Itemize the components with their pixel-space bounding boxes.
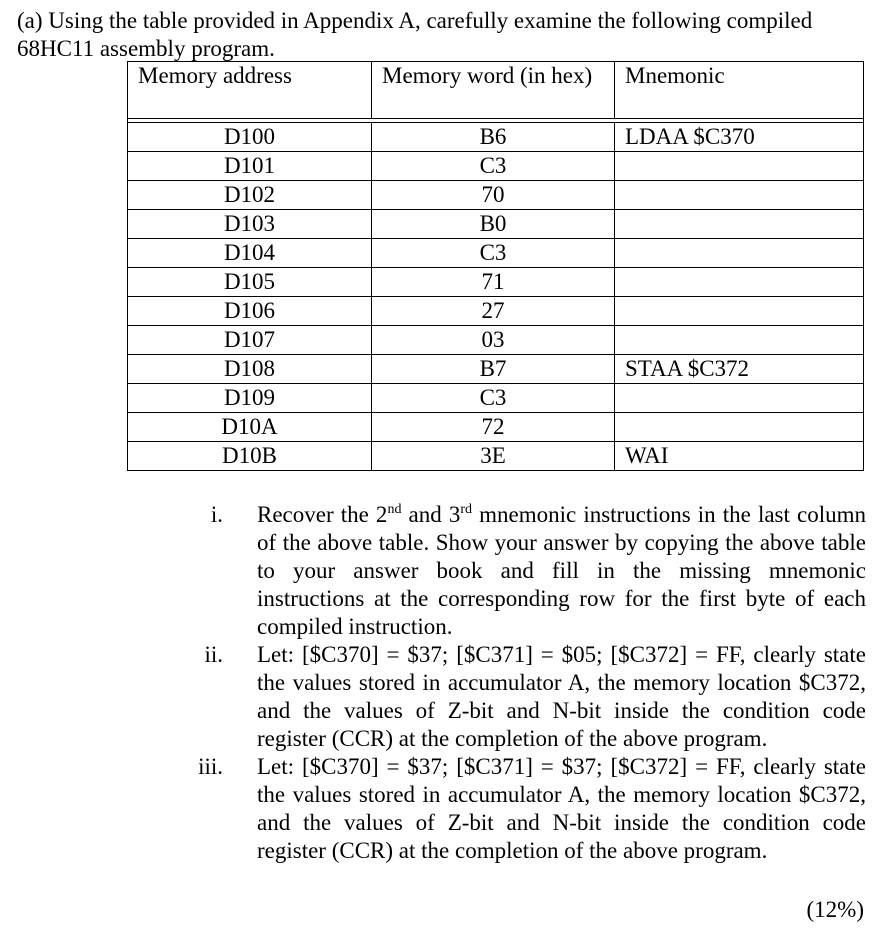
question-number: iii.	[198, 754, 223, 779]
intro-line-2: 68HC11 assembly program.	[17, 36, 275, 61]
question-item	[190, 753, 866, 865]
question-text: Let: [$C370] = $37; [$C371] = $37; [$C372] = FF, clearly state the values stored in accumulator A, the memory location $C372, and the values of Z-bit and N-bit inside the condition code register (CCR) at the completion of the above program.	[257, 754, 866, 863]
question-number: i.	[210, 502, 223, 527]
mnemonic-cell	[615, 326, 864, 355]
address-cell: D103	[128, 210, 372, 239]
address-cell: D10A	[128, 413, 372, 442]
header-mnemonic: Mnemonic	[615, 62, 864, 119]
table-row	[128, 413, 864, 442]
table-row	[128, 326, 864, 355]
question-item	[190, 641, 866, 753]
mnemonic-cell	[615, 152, 864, 181]
table-row	[128, 152, 864, 181]
address-cell: D107	[128, 326, 372, 355]
word-cell: 70	[372, 181, 615, 210]
table-row	[128, 297, 864, 326]
table-row	[128, 442, 864, 471]
marks-label: (12%)	[806, 897, 864, 922]
question-text: Let: [$C370] = $37; [$C371] = $05; [$C372] = FF, clearly state the values stored in accumulator A, the memory location $C372, and the values of Z-bit and N-bit inside the condition code register (CCR) at the completion of the above program.	[257, 642, 866, 751]
table-row	[128, 384, 864, 413]
address-cell: D102	[128, 181, 372, 210]
word-cell: 27	[372, 297, 615, 326]
address-cell: D101	[128, 152, 372, 181]
address-cell: D100	[128, 123, 372, 152]
word-cell: C3	[372, 239, 615, 268]
question-item	[190, 501, 866, 641]
word-cell: B0	[372, 210, 615, 239]
address-cell: D104	[128, 239, 372, 268]
word-cell: 3E	[372, 442, 615, 471]
mnemonic-cell	[615, 384, 864, 413]
mnemonic-cell	[615, 181, 864, 210]
address-cell: D108	[128, 355, 372, 384]
mnemonic-cell: STAA $C372	[615, 355, 864, 384]
table-row	[128, 239, 864, 268]
address-cell: D109	[128, 384, 372, 413]
question-number: ii.	[204, 642, 223, 667]
question-list	[190, 501, 866, 865]
address-cell: D106	[128, 297, 372, 326]
table-row	[128, 210, 864, 239]
mnemonic-cell	[615, 413, 864, 442]
program-table	[127, 61, 864, 471]
header-memory-word: Memory word (in hex)	[372, 62, 615, 119]
header-memory-address: Memory address	[128, 62, 372, 119]
table-row	[128, 355, 864, 384]
word-cell: C3	[372, 384, 615, 413]
mnemonic-cell	[615, 210, 864, 239]
word-cell: B6	[372, 123, 615, 152]
question-intro	[17, 7, 877, 63]
table-row	[128, 181, 864, 210]
address-cell: D10B	[128, 442, 372, 471]
mnemonic-cell: WAI	[615, 442, 864, 471]
word-cell: 71	[372, 268, 615, 297]
word-cell: C3	[372, 152, 615, 181]
address-cell: D105	[128, 268, 372, 297]
intro-line-1: (a) Using the table provided in Appendix A, carefully examine the following compiled	[17, 8, 813, 33]
question-text: Recover the 2nd and 3rd mnemonic instructions in the last column of the above table. Show your answer by copying the above table to your answer book and fill in the missing mnemonic instructions at the corresponding row for the first byte of each compiled instruction.	[257, 502, 866, 639]
table-row	[128, 123, 864, 152]
mnemonic-cell	[615, 239, 864, 268]
mnemonic-cell	[615, 268, 864, 297]
mnemonic-cell: LDAA $C370	[615, 123, 864, 152]
word-cell: 03	[372, 326, 615, 355]
word-cell: B7	[372, 355, 615, 384]
mnemonic-cell	[615, 297, 864, 326]
table-row	[128, 268, 864, 297]
table-header-row	[128, 62, 864, 119]
word-cell: 72	[372, 413, 615, 442]
